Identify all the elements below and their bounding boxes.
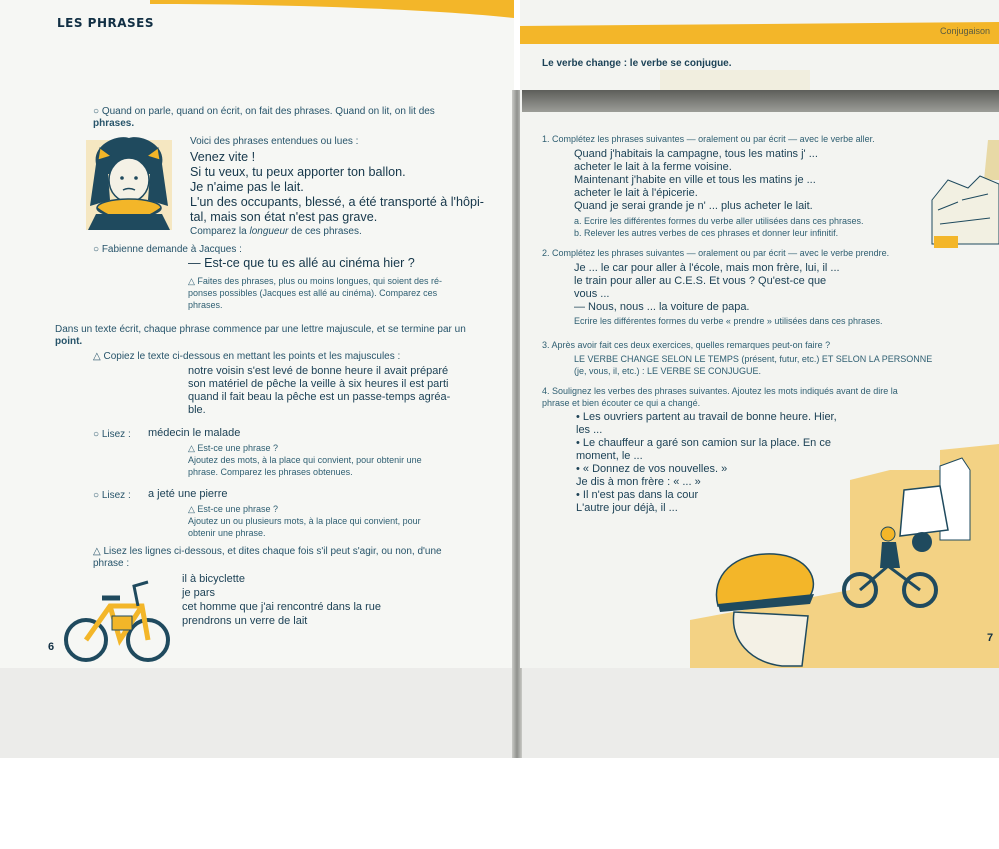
line-4: prendrons un verre de lait	[182, 615, 308, 627]
ex1-line-4: acheter le lait à l'épicerie.	[574, 187, 698, 199]
ex2-line-2: le train pour aller au C.E.S. Et vous ? Qu'est-ce que	[574, 275, 827, 287]
ex4-line-1: • Les ouvriers partent au travail de bonne heure. Hier,	[576, 411, 837, 423]
ex4-title-1: 4. Soulignez les verbes des phrases suivantes. Ajoutez les mots indiqués avant de dire la	[542, 386, 898, 396]
ex1-title: 1. Complétez les phrases suivantes — oralement ou par écrit — avec le verbe aller.	[542, 134, 875, 144]
page-number: 6	[48, 641, 55, 653]
page-number-right: 7	[987, 632, 994, 644]
ex4-line-8: L'autre jour déjà, il ...	[576, 502, 678, 514]
line-1: il à bicyclette	[182, 573, 245, 585]
lisez-2-text: a jeté une pierre	[148, 488, 228, 500]
ex1-b: b. Relever les autres verbes de ces phrases et donner leur infinitif.	[574, 228, 839, 238]
faites-line-1: △ Faites des phrases, plus ou moins longues, qui soient des ré-	[188, 276, 443, 286]
ex1-line-1: Quand j'habitais la campagne, tous les matins j' ...	[574, 148, 818, 160]
village-illustration	[928, 140, 999, 252]
ex4-line-4: moment, le ...	[576, 450, 643, 462]
fabienne-text: ○ Fabienne demande à Jacques :	[93, 244, 242, 255]
ex2-instr: Ecrire les différentes formes du verbe « prendre » utilisées dans ces phrases.	[574, 316, 883, 326]
quote-2: Si tu veux, tu peux apporter ton ballon.	[190, 165, 406, 179]
faites-line-3: phrases.	[188, 300, 223, 310]
rule-line-2: point.	[55, 336, 83, 347]
intro-line-2: phrases.	[93, 118, 135, 129]
lisez-1-instr-2: phrase. Comparez les phrases obtenues.	[188, 467, 353, 477]
subtitle: Le verbe change : le verbe se conjugue.	[542, 58, 732, 69]
lisez-2-instr-2: obtenir une phrase.	[188, 528, 266, 538]
lignes-line-1: △ Lisez les lignes ci-dessous, et dites chaque fois s'il peut s'agir, ou non, d'une	[93, 546, 442, 557]
left-page	[0, 0, 514, 668]
line-3: cet homme que j'ai rencontré dans la rue	[182, 601, 381, 613]
copy-line-1: notre voisin s'est levé de bonne heure il avait préparé	[188, 365, 449, 377]
copy-line-2: son matériel de pêche la veille à six heures il est parti	[188, 378, 449, 390]
question-text: — Est-ce que tu es allé au cinéma hier ?	[188, 256, 415, 270]
voici-text: Voici des phrases entendues ou lues :	[190, 136, 359, 147]
girl-illustration	[78, 134, 180, 234]
intro-line-1: ○ Quand on parle, quand on écrit, on fait des phrases. Quand on lit, on lit des	[93, 106, 435, 117]
ex3-rule-2: (je, vous, il, etc.) : LE VERBE SE CONJUGUE.	[574, 366, 762, 376]
quote-5: tal, mais son état n'est pas grave.	[190, 210, 378, 224]
copy-line-3: quand il fait beau la pêche est un passe-temps agréa-	[188, 391, 451, 403]
lisez-2-instr-1: Ajoutez un ou plusieurs mots, à la place qui convient, pour	[188, 516, 421, 526]
ex4-line-7: • Il n'est pas dans la cour	[576, 489, 699, 501]
copy-line-4: ble.	[188, 404, 206, 416]
line-2: je pars	[182, 587, 216, 599]
lisez-1-text: médecin le malade	[148, 427, 241, 439]
faites-line-2: ponses possibles (Jacques est allé au cinéma). Comparez ces	[188, 288, 438, 298]
ex4-line-2: les ...	[576, 424, 603, 436]
bicycle-illustration	[62, 576, 172, 668]
lisez-1-label: ○ Lisez :	[93, 429, 131, 440]
page-shadow-band	[522, 90, 999, 112]
quote-4: L'un des occupants, blessé, a été transporté à l'hôpi-	[190, 195, 484, 209]
ex2-line-3: vous ...	[574, 288, 610, 300]
lisez-2-label: ○ Lisez :	[93, 490, 131, 501]
running-head: Conjugaison	[940, 26, 991, 36]
ex4-title-2: phrase et bien écouter ce qui a changé.	[542, 398, 701, 408]
lignes-line-2: phrase :	[93, 558, 130, 569]
lisez-1-question: △ Est-ce une phrase ?	[188, 443, 278, 453]
ex2-title: 2. Complétez les phrases suivantes — oralement ou par écrit — avec le verbe prendre.	[542, 248, 890, 258]
ex1-line-5: Quand je serai grande je n' ... plus acheter le lait.	[574, 200, 813, 212]
ex1-line-2: acheter le lait à la ferme voisine.	[574, 161, 732, 173]
compare-text: Comparez la longueur de ces phrases.	[190, 226, 362, 237]
ex4-line-3: • Le chauffeur a garé son camion sur la place. En ce	[576, 437, 831, 449]
ex1-line-3: Maintenant j'habite en ville et tous les matins je ...	[574, 174, 816, 186]
ex1-a: a. Ecrire les différentes formes du verbe aller utilisées dans ces phrases.	[574, 216, 864, 226]
copiez-text: △ Copiez le texte ci-dessous en mettant les points et les majuscules :	[93, 351, 401, 362]
header-band-right	[520, 20, 999, 50]
quote-1: Venez vite !	[190, 150, 256, 164]
lisez-1-instr-1: Ajoutez des mots, à la place qui convient, pour obtenir une	[188, 455, 422, 465]
ex3-title: 3. Après avoir fait ces deux exercices, quelles remarques peut-on faire ?	[542, 340, 831, 350]
ex4-line-6: Je dis à mon frère : « ... »	[576, 476, 701, 488]
rule-line-1: Dans un texte écrit, chaque phrase commence par une lettre majuscule, et se termine par un	[55, 324, 466, 335]
page-header: LES PHRASES	[57, 16, 155, 30]
ex4-line-5: • « Donnez de vos nouvelles. »	[576, 463, 728, 475]
ex2-line-1: Je ... le car pour aller à l'école, mais mon frère, lui, il ...	[574, 262, 840, 274]
street-illustration	[690, 430, 999, 668]
ex3-rule-1: LE VERBE CHANGE SELON LE TEMPS (présent, futur, etc.) ET SELON LA PERSONNE	[574, 354, 933, 364]
ex2-line-4: — Nous, nous ... la voiture de papa.	[574, 301, 750, 313]
lisez-2-question: △ Est-ce une phrase ?	[188, 504, 278, 514]
quote-3: Je n'aime pas le lait.	[190, 180, 304, 194]
